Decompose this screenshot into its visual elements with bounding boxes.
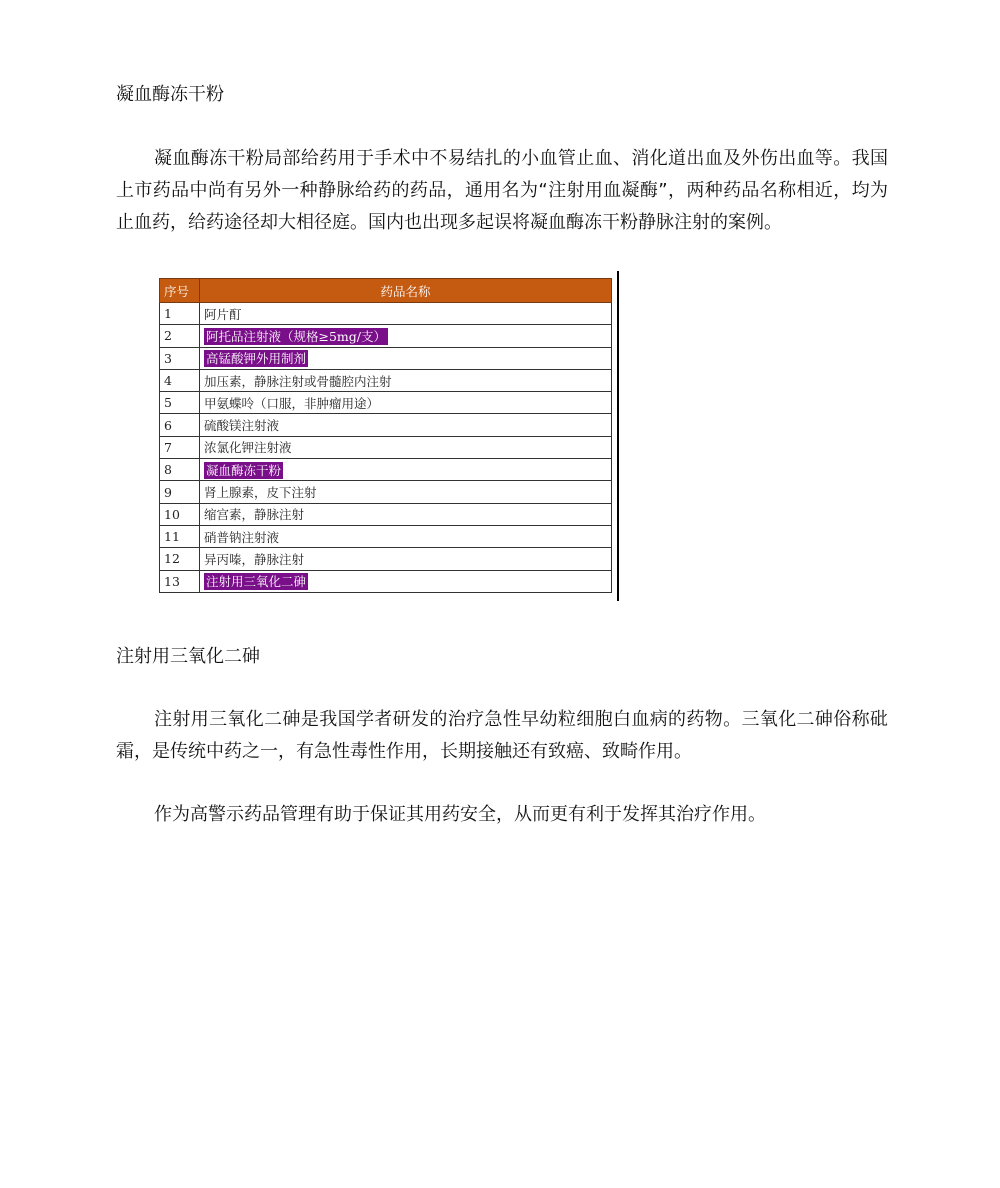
row-number-cell: 10 xyxy=(160,503,200,525)
row-number-cell: 11 xyxy=(160,525,200,547)
drug-name: 浓氯化钾注射液 xyxy=(204,440,292,456)
drug-name-cell xyxy=(200,503,612,525)
drug-name-cell xyxy=(200,325,612,347)
table-row xyxy=(160,481,612,503)
highlighted-drug-name: 注射用三氧化二砷 xyxy=(206,574,307,590)
table-row xyxy=(160,570,612,592)
drug-name: 缩宫素，静脉注射 xyxy=(204,507,305,523)
drug-name-cell xyxy=(200,525,612,547)
drug-name: 甲氨蝶呤（口服，非肿瘤用途） xyxy=(204,395,380,411)
table-row xyxy=(160,325,612,347)
highlighted-drug-name: 高锰酸钾外用制剂 xyxy=(206,351,307,367)
section-heading-arsenic: 注射用三氧化二砷 xyxy=(116,646,260,667)
highlighted-drug-name: 凝血酶冻干粉 xyxy=(206,462,282,478)
row-number-cell: 1 xyxy=(160,303,200,325)
table-row xyxy=(160,503,612,525)
drug-name-cell xyxy=(200,459,612,481)
table-row xyxy=(160,303,612,325)
drug-name: 硝普钠注射液 xyxy=(204,529,280,545)
row-number-cell: 9 xyxy=(160,481,200,503)
drug-name: 硫酸镁注射液 xyxy=(204,418,280,434)
row-number-cell: 6 xyxy=(160,414,200,436)
drug-name: 异丙嗪，静脉注射 xyxy=(204,551,305,567)
column-header-drug-name: 药品名称 xyxy=(200,279,612,303)
row-number-cell: 12 xyxy=(160,548,200,570)
row-number-cell: 13 xyxy=(160,570,200,592)
table-row xyxy=(160,369,612,391)
row-number-cell: 7 xyxy=(160,436,200,458)
drug-name-cell xyxy=(200,347,612,369)
row-number-cell: 2 xyxy=(160,325,200,347)
row-number-cell: 8 xyxy=(160,459,200,481)
table-row xyxy=(160,525,612,547)
row-number-cell: 3 xyxy=(160,347,200,369)
drug-name-cell xyxy=(200,303,612,325)
table-row xyxy=(160,347,612,369)
high-alert-drug-table xyxy=(159,278,612,593)
drug-name-cell xyxy=(200,392,612,414)
table-row xyxy=(160,414,612,436)
vertical-divider-line xyxy=(617,271,619,601)
table-row xyxy=(160,436,612,458)
column-header-number: 序号 xyxy=(160,279,200,303)
drug-name-cell xyxy=(200,481,612,503)
drug-name: 肾上腺素，皮下注射 xyxy=(204,485,317,501)
arsenic-paragraph: 注射用三氧化二砷是我国学者研发的治疗急性早幼粒细胞白血病的药物。三氧化二砷俗称砒霜，是传统中药之一，有急性毒性作用，长期接触还有致癌、致畸作用。 xyxy=(116,709,888,762)
thrombin-paragraph: 凝血酶冻干粉局部给药用于手术中不易结扎的小血管止血、消化道出血及外伤出血等。我国上市药品中尚有另外一种静脉给药的药品，通用名为“注射用血凝酶”，两种药品名称相近，均为止血药，给药途径却大相径庭。国内也出现多起误将凝血酶冻干粉静脉注射的案例。 xyxy=(116,148,888,233)
drug-name-cell xyxy=(200,414,612,436)
table-row xyxy=(160,459,612,481)
drug-name-cell xyxy=(200,369,612,391)
section-heading-thrombin: 凝血酶冻干粉 xyxy=(116,84,224,105)
row-number-cell: 5 xyxy=(160,392,200,414)
table-row xyxy=(160,548,612,570)
highlighted-drug-name: 阿托品注射液（规格≥5mg/支） xyxy=(206,328,386,344)
management-paragraph: 作为高警示药品管理有助于保证其用药安全，从而更有利于发挥其治疗作用。 xyxy=(154,804,766,825)
drug-name-cell xyxy=(200,570,612,592)
table-row xyxy=(160,392,612,414)
row-number-cell: 4 xyxy=(160,369,200,391)
drug-name-cell xyxy=(200,548,612,570)
drug-name: 加压素，静脉注射或骨髓腔内注射 xyxy=(204,373,392,389)
table-header-row xyxy=(160,279,612,303)
drug-name: 阿片酊 xyxy=(204,306,242,322)
drug-name-cell xyxy=(200,436,612,458)
